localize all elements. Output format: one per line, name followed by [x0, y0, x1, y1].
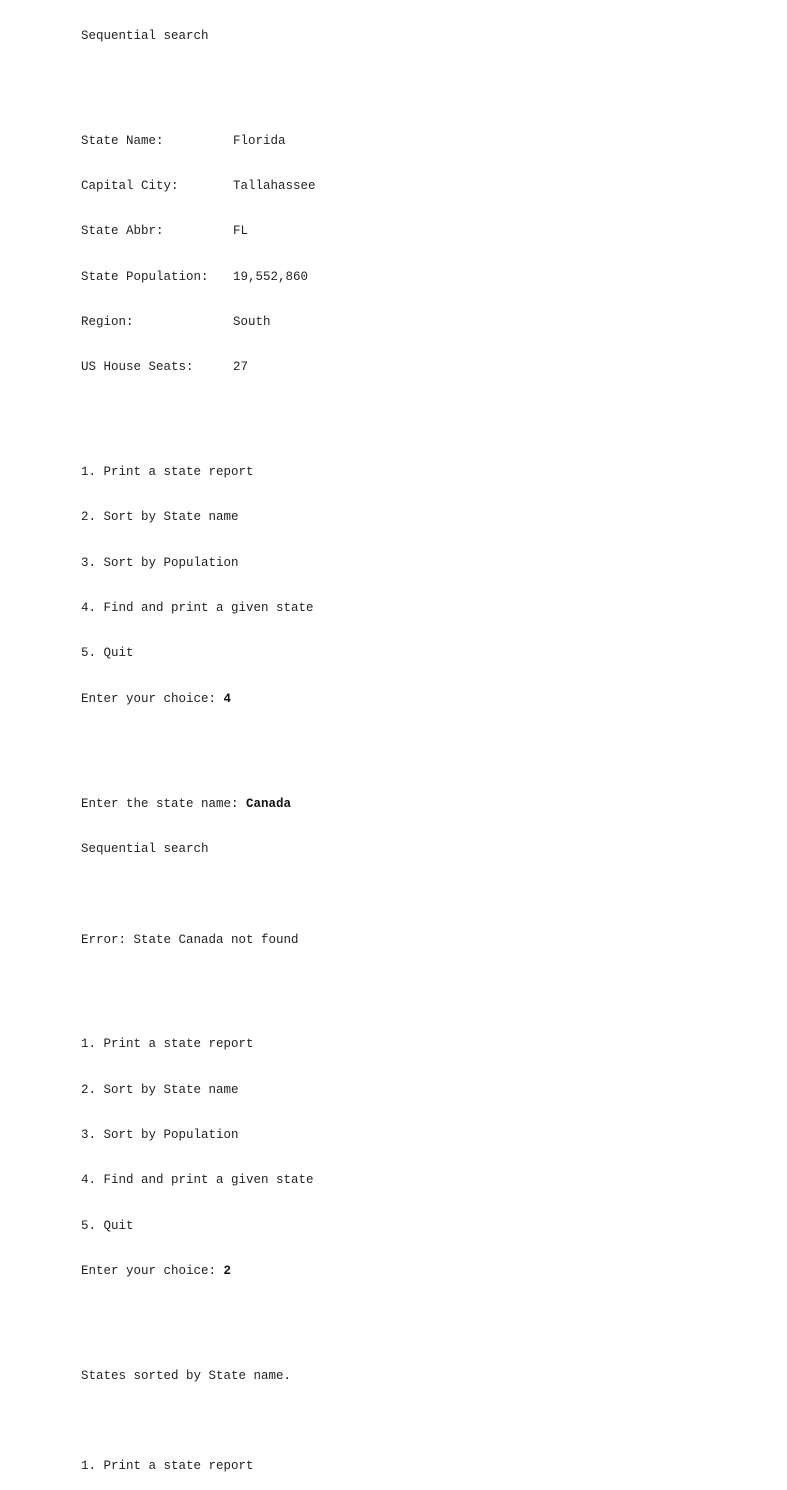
sorted-message: States sorted by State name.	[81, 1368, 292, 1383]
choice-prompt: Enter your choice:	[81, 1263, 224, 1278]
menu-item: 1. Print a state report	[81, 1459, 254, 1474]
blank-line	[81, 977, 316, 994]
report-key: US House Seats:	[81, 360, 194, 375]
menu-item: 1. Print a state report	[81, 465, 254, 480]
blank-line	[81, 1413, 316, 1430]
error-message: Error: State Canada not found	[81, 932, 299, 947]
blank-line	[81, 405, 316, 422]
menu-item: 3. Sort by Population	[81, 1127, 239, 1142]
menu-item: 4. Find and print a given state	[81, 601, 314, 616]
state-prompt: Enter the state name:	[81, 796, 247, 811]
report-row-house-seats	[81, 359, 316, 376]
console-output	[81, 0, 316, 1490]
report-value: 19,552,860	[233, 269, 309, 284]
search-header: Sequential search	[81, 841, 209, 856]
report-value: 27	[233, 360, 249, 375]
report-key: State Abbr:	[81, 224, 164, 239]
report-value: Florida	[233, 133, 286, 148]
report-value: South	[233, 315, 271, 330]
user-state-input: Canada	[246, 796, 292, 811]
report-value: Tallahassee	[233, 179, 316, 194]
report-row-state-population	[81, 269, 316, 286]
state-prompt-line	[81, 796, 316, 813]
report-key: State Population:	[81, 269, 209, 284]
menu-item: 4. Find and print a given state	[81, 1173, 314, 1188]
report-row-state-name	[81, 133, 316, 150]
menu-item: 5. Quit	[81, 1218, 134, 1233]
choice-prompt-line	[81, 1263, 316, 1280]
user-choice-input: 2	[223, 1263, 232, 1278]
menu-item: 3. Sort by Population	[81, 555, 239, 570]
menu-item: 1. Print a state report	[81, 1037, 254, 1052]
user-choice-input: 4	[223, 691, 232, 706]
report-row-region	[81, 314, 316, 331]
blank-line	[81, 886, 316, 903]
blank-line	[81, 736, 316, 753]
report-key: State Name:	[81, 133, 164, 148]
blank-line	[81, 1308, 316, 1325]
report-key: Capital City:	[81, 179, 179, 194]
menu-item: 2. Sort by State name	[81, 1082, 239, 1097]
menu-item: 2. Sort by State name	[81, 510, 239, 525]
search-header: Sequential search	[81, 29, 209, 43]
choice-prompt: Enter your choice:	[81, 691, 224, 706]
blank-line	[81, 73, 316, 90]
choice-prompt-line	[81, 691, 316, 708]
report-row-capital-city	[81, 178, 316, 195]
report-key: Region:	[81, 315, 134, 330]
report-value: FL	[233, 224, 249, 239]
report-row-state-abbr	[81, 223, 316, 240]
menu-item: 5. Quit	[81, 646, 134, 661]
